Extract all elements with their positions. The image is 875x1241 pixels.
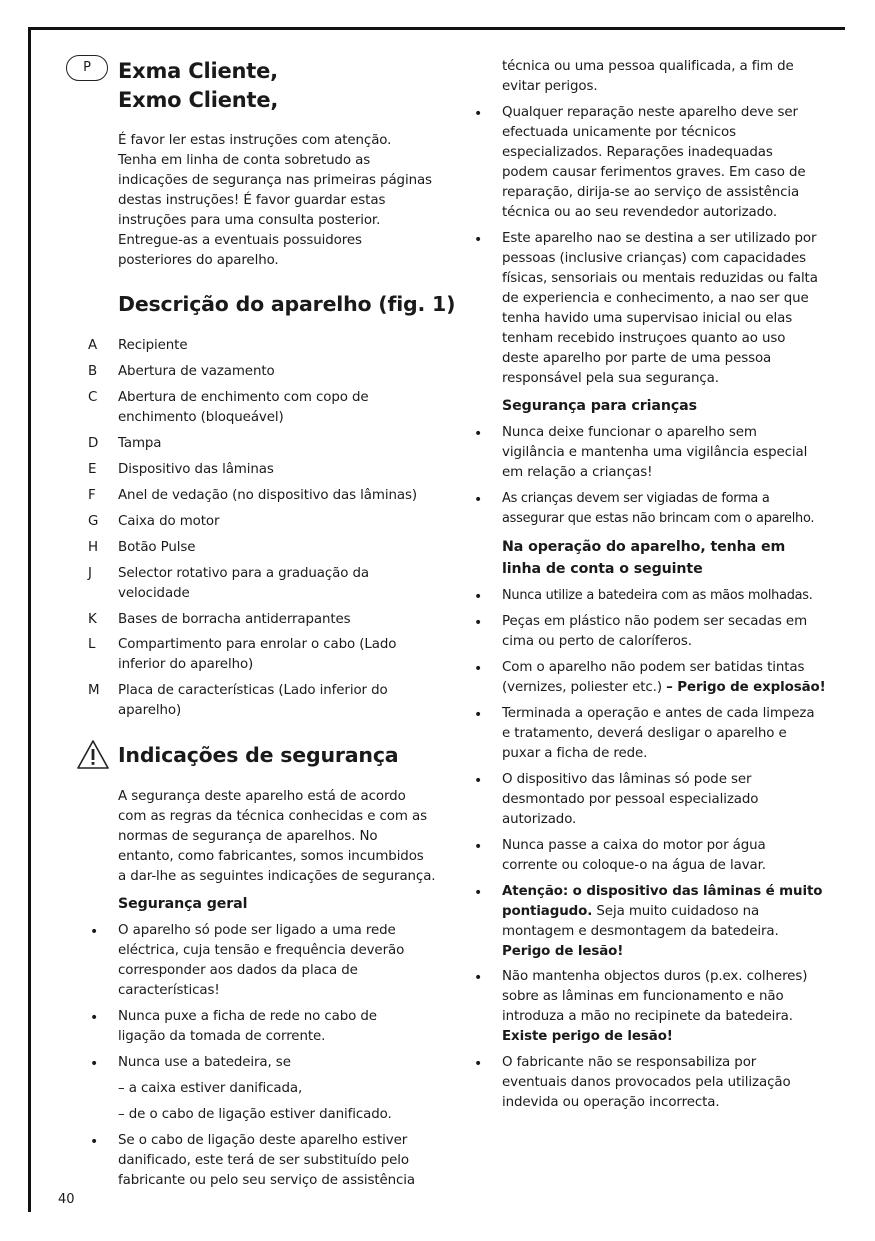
general-line: fabricante ou pelo seu serviço de assistência xyxy=(118,1173,416,1188)
right-line: O fabricante não se responsabiliza por xyxy=(502,1055,757,1070)
part-letter: B xyxy=(88,364,98,379)
frame-top-rule xyxy=(28,27,845,30)
general-line: eléctrica, cuja tensão e frequência deverão xyxy=(118,943,405,958)
bullet-dot: • xyxy=(90,1010,99,1026)
right-line: Qualquer reparação neste aparelho deve ser xyxy=(502,105,798,120)
description-title: Descrição do aparelho (fig. 1) xyxy=(118,292,456,316)
part-letter: A xyxy=(88,338,98,353)
right-line: As crianças devem ser vigiadas de forma a xyxy=(502,491,770,506)
right-line: em relação a crianças! xyxy=(502,465,653,480)
part-letter: M xyxy=(88,683,100,698)
right-line: de experiencia e conhecimento, a nao ser que xyxy=(502,291,809,306)
right-line: efectuada unicamente por técnicos xyxy=(502,125,736,140)
part-label: inferior do aparelho) xyxy=(118,657,254,672)
safety-intro-line: entanto, como fabricantes, somos incumbidos xyxy=(118,849,424,864)
safety-intro-line: normas de segurança de aparelhos. No xyxy=(118,829,378,844)
bullet-dot: • xyxy=(474,970,483,986)
frame-left-rule xyxy=(28,27,31,1212)
page-number: 40 xyxy=(58,1192,75,1207)
bullet-dot: • xyxy=(90,924,99,940)
right-line: corrente ou coloque-o na água de lavar. xyxy=(502,858,766,873)
right-line: Peças em plástico não podem ser secadas em xyxy=(502,614,808,629)
right-line: vigilância e mantenha uma vigilância especial xyxy=(502,445,808,460)
bullet-dot: • xyxy=(474,839,483,855)
right-line: tenham recebido instruçoes quanto ao uso xyxy=(502,331,786,346)
right-line: eventuais danos provocados pela utilização xyxy=(502,1075,791,1090)
right-line: pessoas (inclusive crianças) com capacidades xyxy=(502,251,806,266)
right-line: Este aparelho nao se destina a ser utilizado por xyxy=(502,231,817,246)
part-label: Selector rotativo para a graduação da xyxy=(118,566,370,581)
right-line: desmontado por pessoal especializado xyxy=(502,792,759,807)
part-label: Dispositivo das lâminas xyxy=(118,462,274,477)
part-letter: D xyxy=(88,436,99,451)
greeting-line-1: Exma Cliente, xyxy=(118,59,278,83)
safety-intro-line: A segurança deste aparelho está de acordo xyxy=(118,789,406,804)
bullet-dot: • xyxy=(474,1056,483,1072)
blade-warning: pontiagudo. xyxy=(502,904,593,919)
intro-line: destas instruções! É favor guardar estas xyxy=(118,193,386,208)
part-label: Anel de vedação (no dispositivo das lâminas) xyxy=(118,488,417,503)
right-line: O dispositivo das lâminas só pode ser xyxy=(502,772,752,787)
general-line: Nunca use a batedeira, se xyxy=(118,1055,291,1070)
right-line: puxar a ficha de rede. xyxy=(502,746,648,761)
part-label: enchimento (bloqueável) xyxy=(118,410,284,425)
general-line: O aparelho só pode ser ligado a uma rede xyxy=(118,923,396,938)
warning-triangle-icon xyxy=(76,739,110,771)
intro-line: posteriores do aparelho. xyxy=(118,253,279,268)
injury-warning: Perigo de lesão! xyxy=(502,944,624,959)
bullet-dot: • xyxy=(90,1134,99,1150)
bullet-dot: • xyxy=(90,1056,99,1072)
right-line: técnica ou ao seu revendedor autorizado. xyxy=(502,205,778,220)
right-line: podem causar ferimentos graves. Em caso de xyxy=(502,165,806,180)
right-line xyxy=(502,902,759,922)
part-letter: J xyxy=(88,566,92,581)
op3-normal: (vernizes, poliester etc.) xyxy=(502,680,662,695)
greeting-line-2: Exmo Cliente, xyxy=(118,88,279,112)
general-line: Nunca puxe a ficha de rede no cabo de xyxy=(118,1009,377,1024)
bullet-dot: • xyxy=(474,707,483,723)
right-line: responsável pela sua segurança. xyxy=(502,371,719,386)
part-label: Abertura de vazamento xyxy=(118,364,275,379)
safety-intro-line: com as regras da técnica conhecidas e com as xyxy=(118,809,427,824)
dash-item: – a caixa estiver danificada, xyxy=(118,1081,303,1096)
intro-line: Tenha em linha de conta sobretudo as xyxy=(118,153,371,168)
language-badge: P xyxy=(66,55,108,81)
bullet-dot: • xyxy=(474,106,483,122)
right-line: cima ou perto de caloríferos. xyxy=(502,634,692,649)
op7-normal: Seja muito cuidadoso na xyxy=(592,904,760,919)
continuation-line: técnica ou uma pessoa qualificada, a fim de xyxy=(502,59,794,74)
injury-warning: Existe perigo de lesão! xyxy=(502,1029,673,1044)
right-line: Nunca passe a caixa do motor por água xyxy=(502,838,766,853)
bullet-dot: • xyxy=(474,589,483,605)
bullet-dot: • xyxy=(474,661,483,677)
general-line: Se o cabo de ligação deste aparelho estiver xyxy=(118,1133,408,1148)
operation-title: Na operação do aparelho, tenha em xyxy=(502,539,786,555)
part-letter: G xyxy=(88,514,99,529)
part-letter: C xyxy=(88,390,98,405)
children-safety-title: Segurança para crianças xyxy=(502,398,698,414)
part-label: aparelho) xyxy=(118,703,182,718)
intro-line: É favor ler estas instruções com atenção. xyxy=(118,133,392,148)
dash-item: – de o cabo de ligação estiver danificado. xyxy=(118,1107,392,1122)
right-line: assegurar que estas não brincam com o aparelho. xyxy=(502,511,815,526)
bullet-dot: • xyxy=(474,615,483,631)
general-safety-title: Segurança geral xyxy=(118,896,248,912)
safety-title: Indicações de segurança xyxy=(118,743,399,767)
right-line: Nunca utilize a batedeira com as mãos molhadas. xyxy=(502,588,813,603)
part-label: Tampa xyxy=(118,436,162,451)
general-line: características! xyxy=(118,983,220,998)
general-line: corresponder aos dados da placa de xyxy=(118,963,358,978)
right-line: tenha havido uma supervisao inicial ou elas xyxy=(502,311,793,326)
right-line: Não mantenha objectos duros (p.ex. colheres) xyxy=(502,969,808,984)
right-line: autorizado. xyxy=(502,812,577,827)
bullet-dot: • xyxy=(474,492,483,508)
part-label: Botão Pulse xyxy=(118,540,196,555)
part-letter: F xyxy=(88,488,96,503)
part-label: Abertura de enchimento com copo de xyxy=(118,390,369,405)
right-line: reparação, dirija-se ao serviço de assistência xyxy=(502,185,800,200)
right-line: Nunca deixe funcionar o aparelho sem xyxy=(502,425,757,440)
bullet-dot: • xyxy=(474,773,483,789)
part-letter: H xyxy=(88,540,99,555)
intro-line: indicações de segurança nas primeiras páginas xyxy=(118,173,432,188)
blade-warning: Atenção: o dispositivo das lâminas é muito xyxy=(502,884,823,899)
right-line: sobre as lâminas em funcionamento e não xyxy=(502,989,784,1004)
right-line: físicas, sensoriais ou mentais reduzidas ou falta xyxy=(502,271,818,286)
intro-line: instruções para uma consulta posterior. xyxy=(118,213,381,228)
right-line: introduza a mão no recipinete da batedeira. xyxy=(502,1009,793,1024)
general-line: danificado, este terá de ser substituído pelo xyxy=(118,1153,409,1168)
right-line: especializados. Reparações inadequadas xyxy=(502,145,773,160)
right-line: deste aparelho por parte de uma pessoa xyxy=(502,351,772,366)
bullet-dot: • xyxy=(474,426,483,442)
part-label: Compartimento para enrolar o cabo (Lado xyxy=(118,637,397,652)
part-label: velocidade xyxy=(118,586,190,601)
right-line xyxy=(502,678,826,698)
part-label: Caixa do motor xyxy=(118,514,220,529)
continuation-line: evitar perigos. xyxy=(502,79,598,94)
part-label: Recipiente xyxy=(118,338,188,353)
right-line: e tratamento, deverá desligar o aparelho e xyxy=(502,726,787,741)
right-line: Terminada a operação e antes de cada limpeza xyxy=(502,706,815,721)
part-letter: K xyxy=(88,612,97,627)
bullet-dot: • xyxy=(474,885,483,901)
safety-intro-line: a dar-lhe as seguintes indicações de segurança. xyxy=(118,869,436,884)
part-label: Placa de características (Lado inferior do xyxy=(118,683,388,698)
part-letter: L xyxy=(88,637,96,652)
part-letter: E xyxy=(88,462,97,477)
general-line: ligação da tomada de corrente. xyxy=(118,1029,326,1044)
part-label: Bases de borracha antiderrapantes xyxy=(118,612,351,627)
intro-line: Entregue-as a eventuais possuidores xyxy=(118,233,362,248)
right-line: indevida ou operação incorrecta. xyxy=(502,1095,720,1110)
operation-title: linha de conta o seguinte xyxy=(502,561,703,577)
right-line: montagem e desmontagem da batedeira. xyxy=(502,924,779,939)
bullet-dot: • xyxy=(474,232,483,248)
explosion-warning: – Perigo de explosão! xyxy=(666,680,826,695)
right-line: Com o aparelho não podem ser batidas tintas xyxy=(502,660,805,675)
